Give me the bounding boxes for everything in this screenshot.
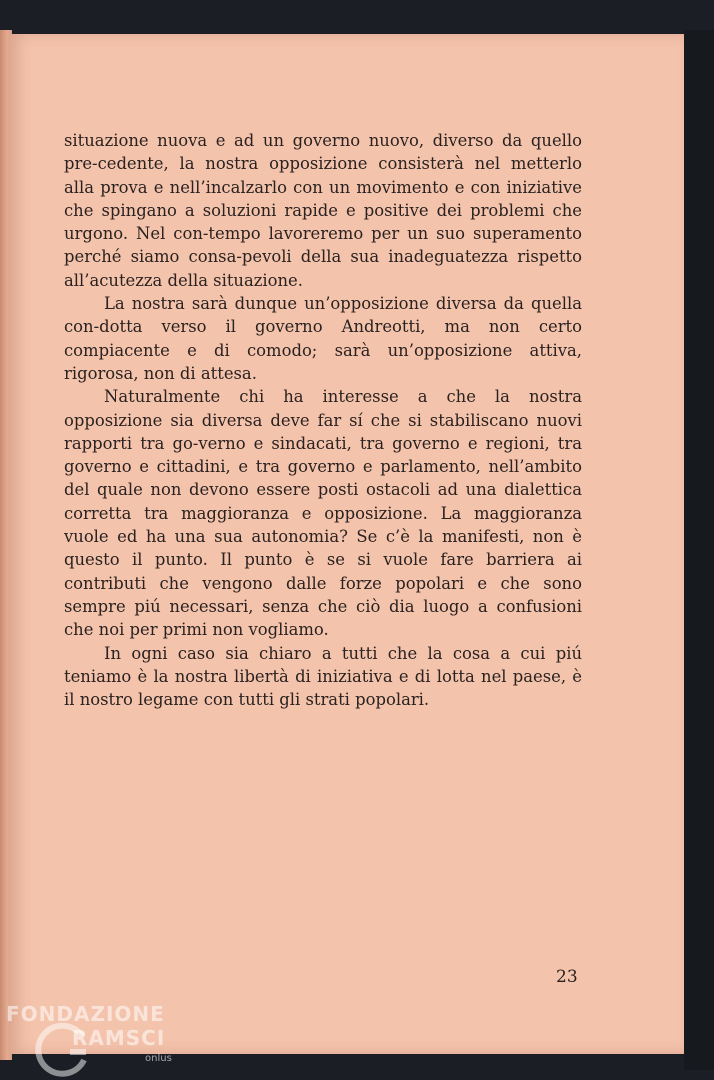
fondazione-gramsci-watermark — [2, 998, 177, 1078]
watermark-line-1: FONDAZIONE — [6, 1002, 165, 1026]
paragraph-3: Naturalmente chi ha interesse a che la nostra opposizione sia diversa deve far sí che si stabiliscano nuovi rapporti tra go-verno e sindacati, tra governo e regioni, tra governo e cittadini, e tra governo e parlamento, nell’ambito del quale non devono essere posti ostacoli ad una dialettica corretta tra maggioranza e opposizione. La maggioranza vuole ed ha una sua autonomia? Se c’è la manifesti, non è questo il punto. Il punto è se si vuole fare barriera ai contributi che vengono dalle forze popolari e che sono sempre piú necessari, senza che ciò dia luogo a confusioni che noi per primi non vogliamo. — [64, 387, 582, 640]
paragraph-1: situazione nuova e ad un governo nuovo, diverso da quello pre-cedente, la nostra opposizione consisterà nel metterlo alla prova e nell’incalzarlo con un movimento e con iniziative che spingano a soluzioni rapide e positive dei problemi che urgono. Nel con-tempo lavoreremo per un suo superamento perché siamo consa-pevoli della sua inadeguatezza rispetto all’acutezza della situazione. — [64, 131, 582, 290]
page-number: 23 — [556, 967, 578, 987]
scan-border — [684, 30, 714, 1070]
body-text — [64, 129, 582, 711]
watermark-onlus: onlus — [145, 1053, 172, 1064]
watermark-line-2: RAMSCI — [72, 1026, 166, 1050]
paragraph-4: In ogni caso sia chiaro a tutti che la cosa a cui piú teniamo è la nostra libertà di iniziativa e di lotta nel paese, è il nostro legame con tutti gli strati popolari. — [64, 643, 582, 710]
paragraph-2: La nostra sarà dunque un’opposizione diversa da quella con-dotta verso il governo Andreotti, ma non certo compiacente e di comodo; sarà un’opposizione attiva, rigorosa, non di attesa. — [64, 294, 582, 383]
